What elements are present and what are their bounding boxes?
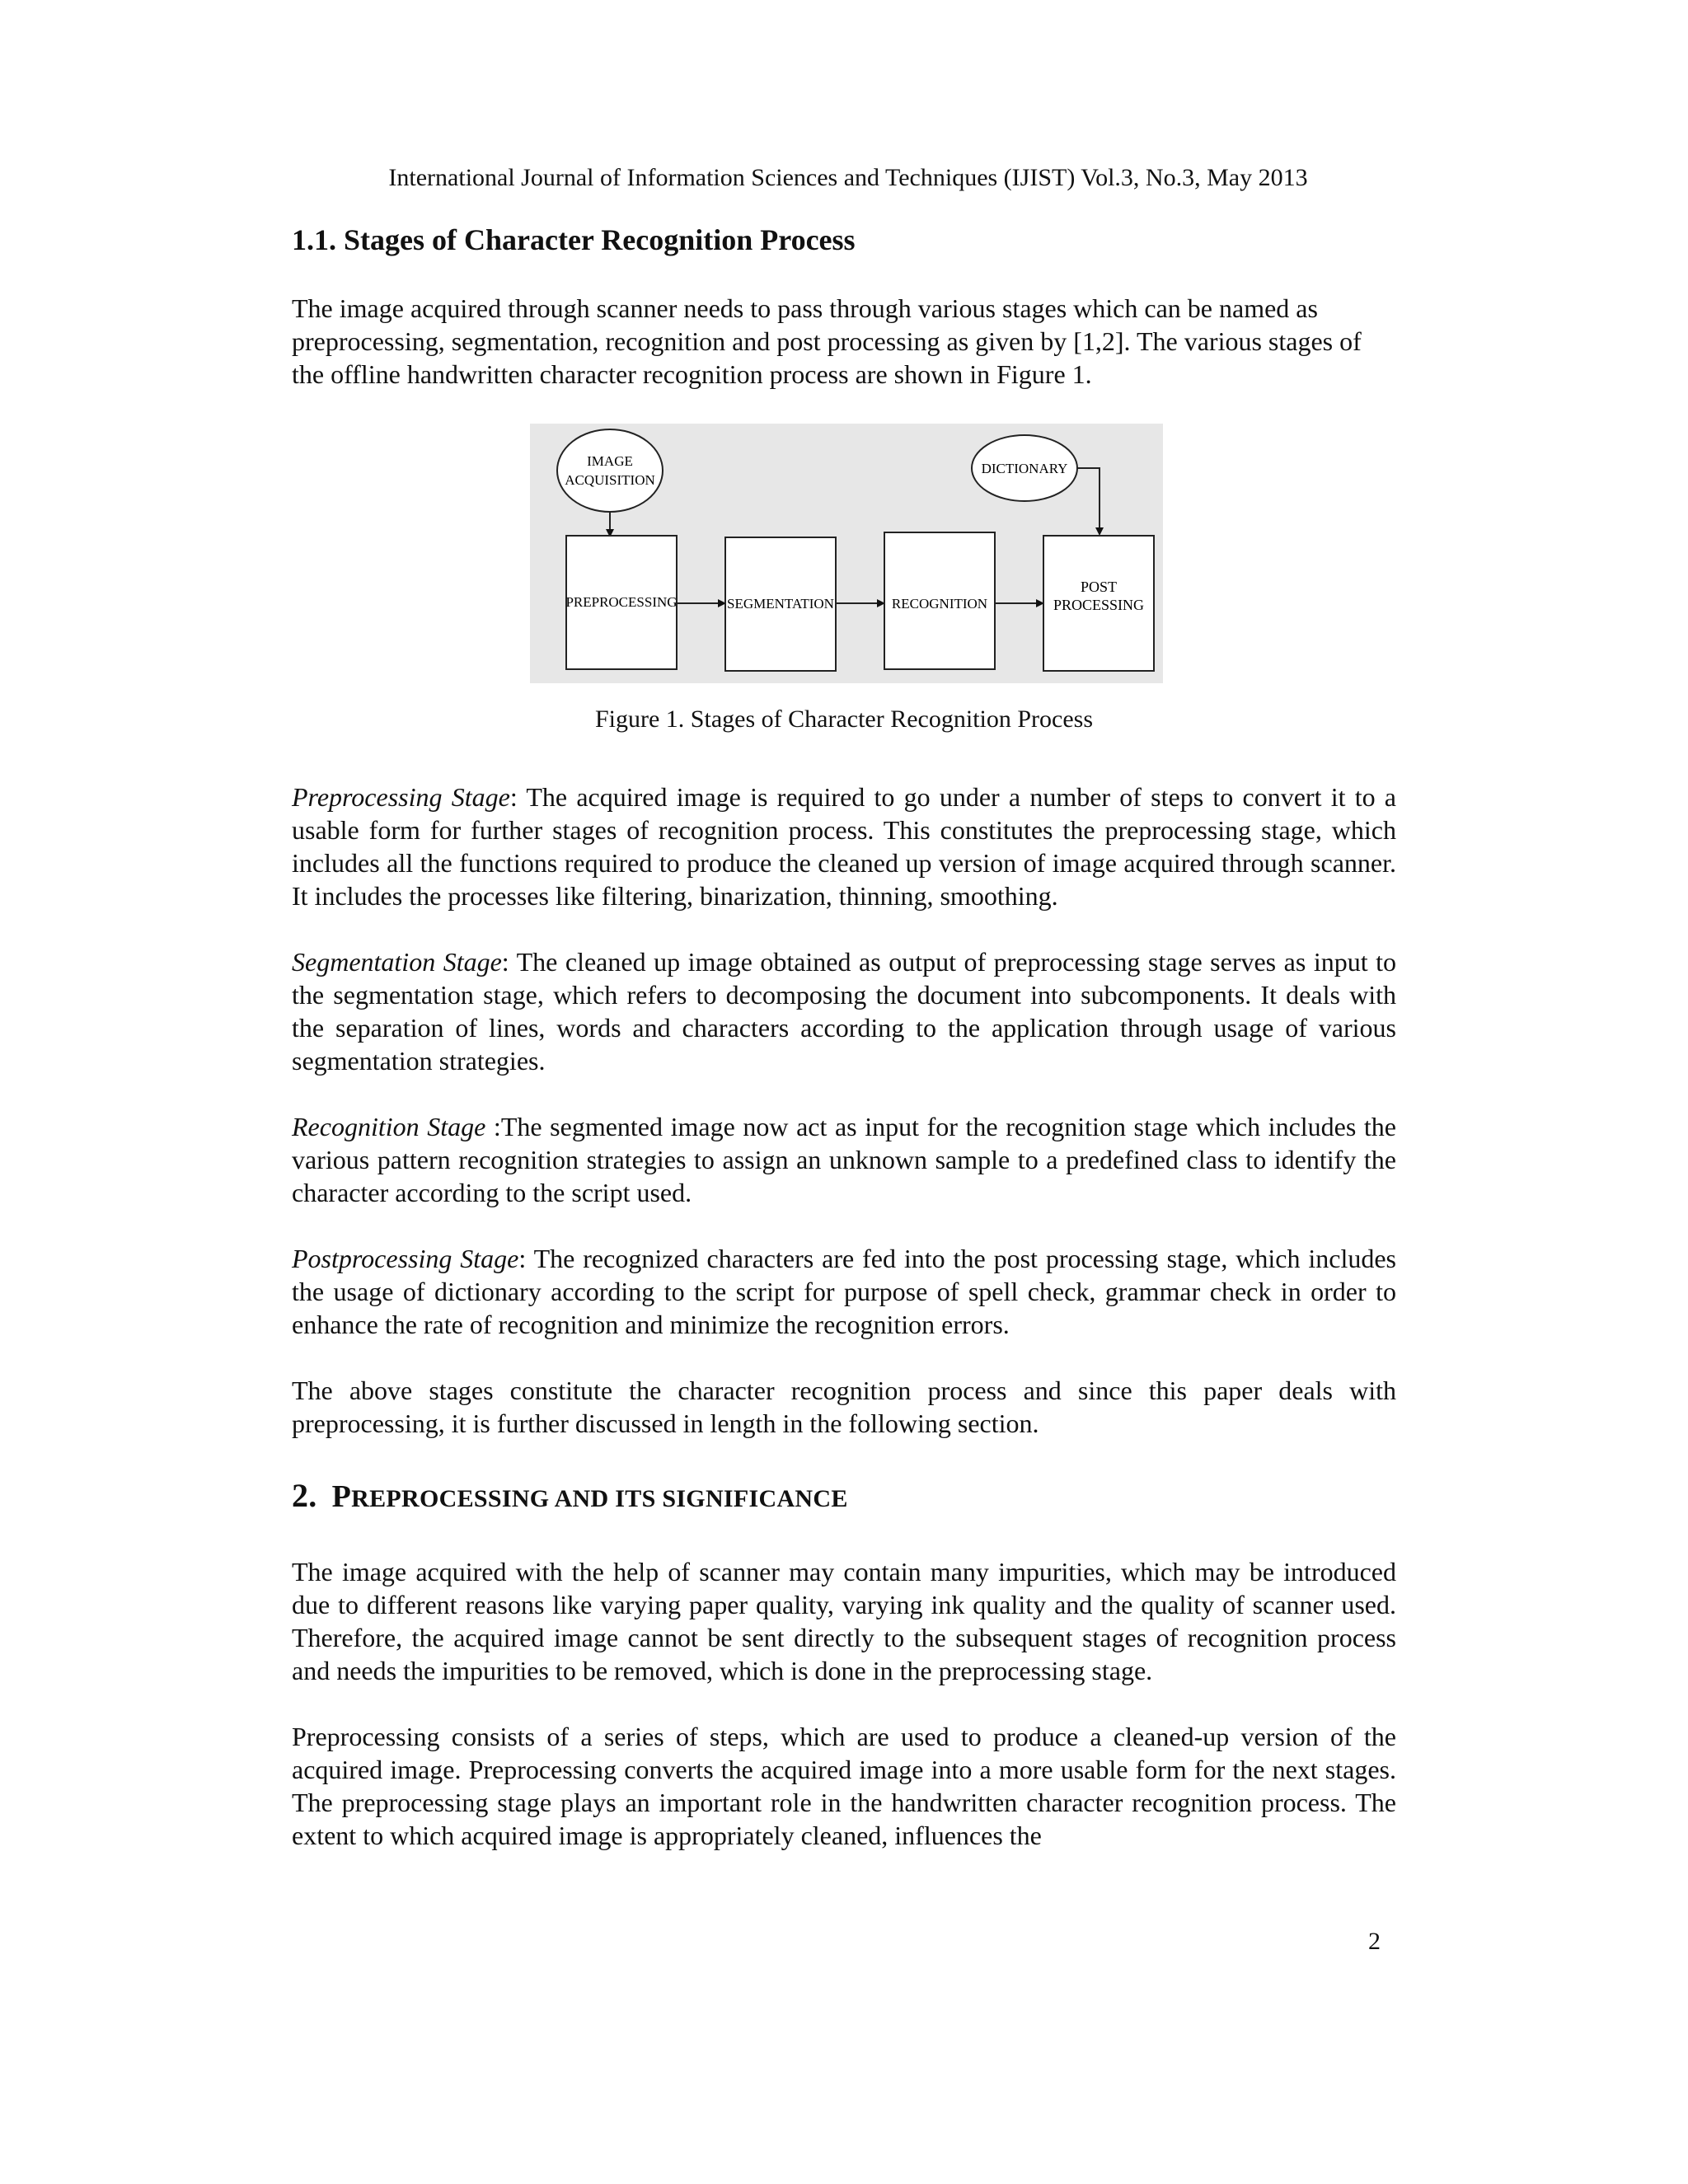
node-image-acquisition-line1: IMAGE [587,453,633,469]
page-body [292,219,1396,1885]
recognition-stage-paragraph [292,1110,1396,1209]
section-2-heading [292,1473,1396,1522]
recognition-stage-label: Recognition Stage [292,1112,494,1141]
preprocessing-stage-label: Preprocessing Stage [292,782,510,812]
node-preprocessing [565,536,677,669]
node-image-acquisition [557,429,663,512]
figure-caption: Figure 1. Stages of Character Recognition Process [594,705,1094,733]
node-image-acquisition-line2: ACQUISITION [565,472,655,488]
segmentation-stage-label: Segmentation Stage [292,947,502,977]
arrow-dictionary-to-post [1077,468,1100,534]
node-preprocessing-label: PREPROCESSING [565,594,678,610]
postprocessing-stage-label: Postprocessing Stage [292,1244,519,1273]
node-dictionary [972,435,1077,501]
subsection-title: 1.1. Stages of Character Recognition Process [292,223,856,256]
intro-paragraph: The image acquired through scanner needs to pass through various stages which can be named as preprocessing, segmentation, recognition and post processing as given by [1,2]. The various stages of the offline handwritten character recognition process are shown in Figure 1. [292,293,1362,389]
journal-title: International Journal of Information Sciences and Techniques (IJIST) Vol.3, No.3, May 2013 [388,164,1308,191]
segmentation-stage-text: : The cleaned up image obtained as output of preprocessing stage serves as input to the segmentation stage, which refers to decomposing the document into subcomponents. It deals with the separation of lines, words and characters according to the application through usage of various segmentation strategies. [292,947,1397,1076]
section-2-paragraph-1: The image acquired with the help of scanner may contain many impurities, which may be introduced due to different reasons like varying paper quality, varying ink quality and the quality of scanner used. Therefore, the acquired image cannot be sent directly to the subsequent stages of recognition process and needs the impurities to be removed, which is done in the preprocessing stage. [292,1557,1396,1685]
node-dictionary-label: DICTIONARY [981,461,1068,476]
figure-1 [530,424,1163,683]
preprocessing-stage-paragraph [292,780,1396,912]
page-number: 2 [1368,1928,1381,1955]
section-2-number: 2. [292,1477,317,1514]
node-recognition [884,532,995,669]
node-segmentation-label: SEGMENTATION [727,596,834,612]
section-2-title-initial: P [331,1479,352,1514]
node-recognition-label: RECOGNITION [891,596,988,612]
node-segmentation [725,537,836,671]
node-post-line1: POST [1080,579,1118,595]
node-post-processing [1043,536,1154,671]
section-2-title-rest: REPROCESSING AND ITS SIGNIFICANCE [351,1485,848,1512]
segmentation-stage-paragraph [292,945,1396,1077]
preprocessing-stage-text: : The acquired image is required to go under a number of steps to convert it to a usable form for further stages of recognition process. This constitutes the preprocessing stage, which includes all the functions required to produce the cleaned up version of image acquired through scanner. It includes the processes like filtering, binarization, thinning, smoothing. [292,782,1397,911]
section-2-paragraph-2: Preprocessing consists of a series of steps, which are used to produce a cleaned-up version of the acquired image. Preprocessing converts the acquired image into a more usable form for the next stages. The preprocessing stage plays an important role in the handwritten character recognition process. The extent to which acquired image is appropriately cleaned, influences the [292,1722,1396,1850]
running-header [0,162,1688,194]
postprocessing-stage-text: : The recognized characters are fed into the post processing stage, which includes the usage of dictionary according to the script for purpose of spell check, grammar check in order to enhance the rate of recognition and minimize the recognition errors. [292,1244,1397,1339]
summary-paragraph: The above stages constitute the character recognition process and since this paper deals with preprocessing, it is further discussed in length in the following section. [292,1376,1396,1438]
node-post-line2: PROCESSING [1053,597,1145,613]
recognition-stage-text: :The segmented image now act as input for the recognition stage which includes the various pattern recognition strategies to assign an unknown sample to a predefined class to identify the character according to the script used. [292,1112,1397,1207]
postprocessing-stage-paragraph [292,1242,1396,1341]
